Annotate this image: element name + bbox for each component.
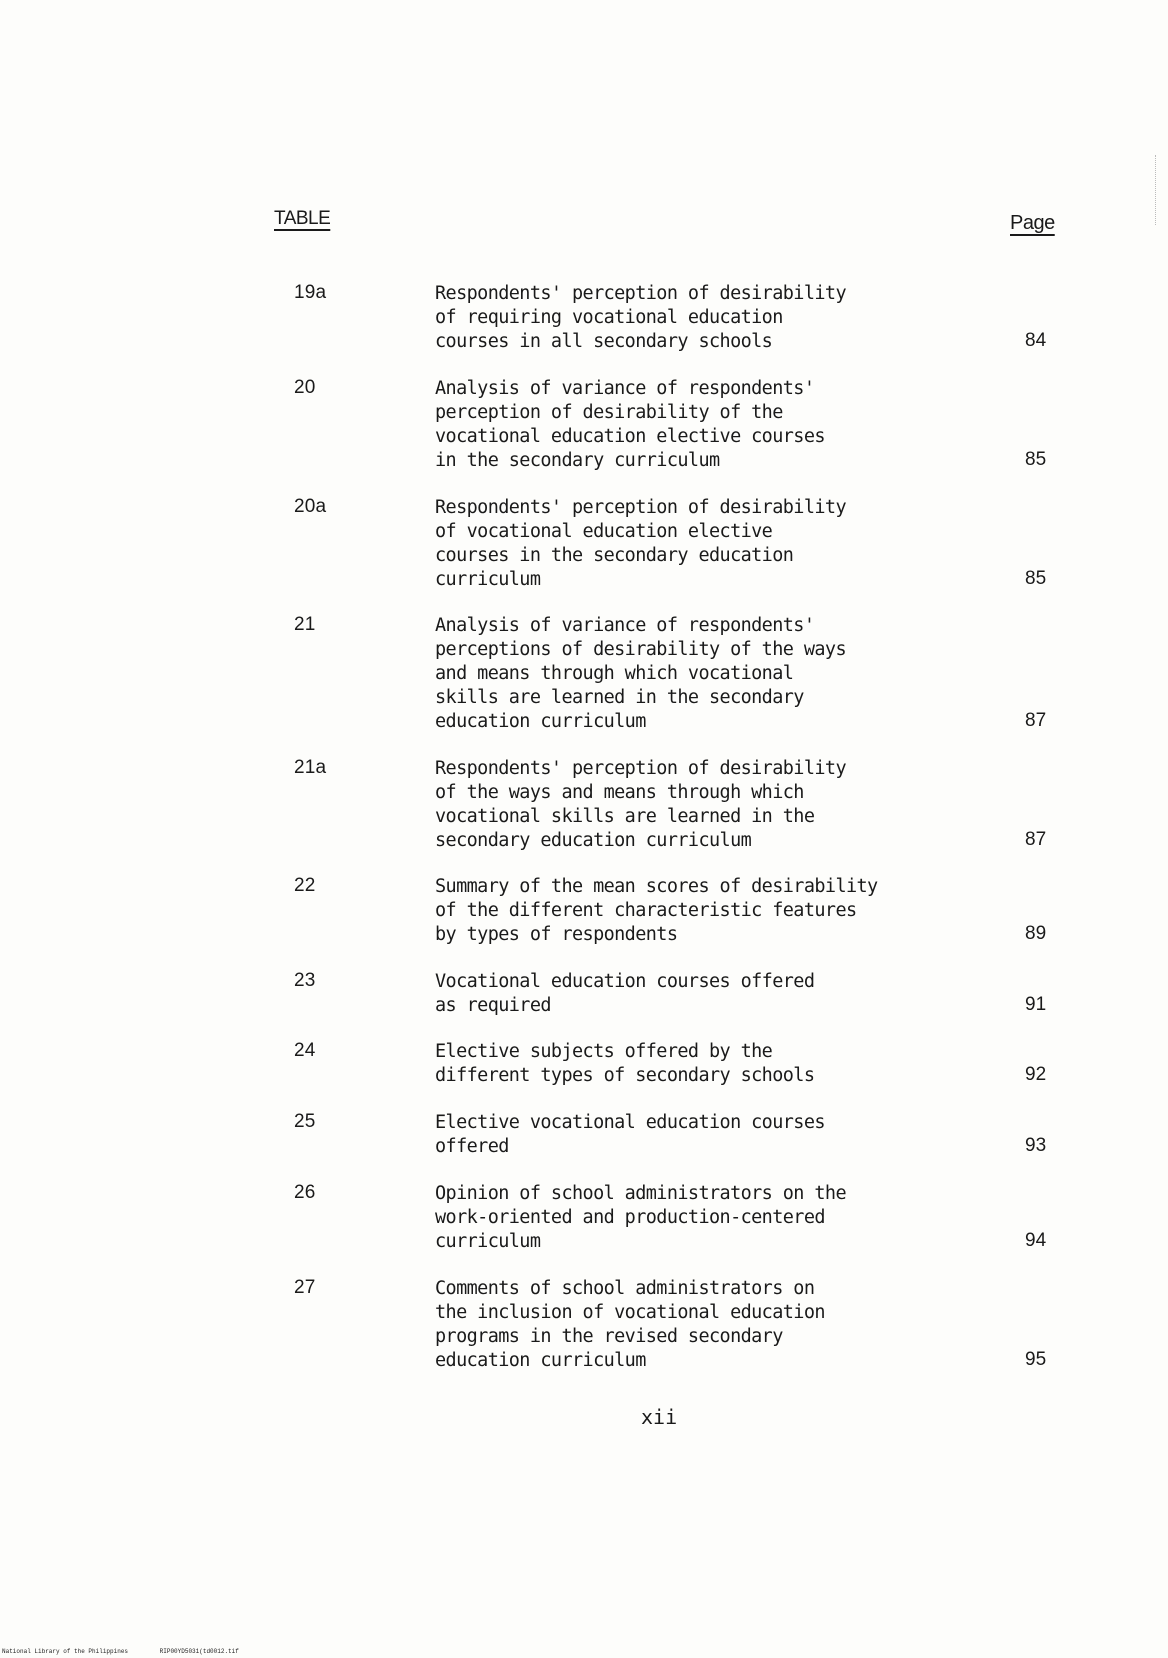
page-number: 93 <box>1025 1135 1047 1156</box>
table-number: 21a <box>294 757 327 778</box>
table-title-line: Elective vocational education courses <box>435 1112 825 1133</box>
table-title <box>435 496 955 592</box>
page-column-header: Page <box>1010 212 1055 234</box>
page-folio: xii <box>641 1405 678 1429</box>
table-title-line: work-oriented and production-centered <box>435 1207 825 1228</box>
table-title <box>435 970 955 1018</box>
scan-footer <box>2 1648 267 1655</box>
table-title-line: courses in the secondary education <box>435 545 794 566</box>
table-title-line: Respondents' perception of desirability <box>435 758 846 779</box>
table-number: 20a <box>294 496 327 517</box>
table-number: 25 <box>294 1111 316 1132</box>
table-title-line: in the secondary curriculum <box>435 450 720 471</box>
table-title-line: Summary of the mean scores of desirability <box>435 876 878 897</box>
table-title-line: as required <box>435 995 551 1016</box>
table-title-line: vocational education elective courses <box>435 426 825 447</box>
table-title-line: of vocational education elective <box>435 521 773 542</box>
table-column-header: TABLE <box>274 208 331 229</box>
table-title-line: curriculum <box>435 569 541 590</box>
table-title-line: skills are learned in the secondary <box>435 687 804 708</box>
table-title-line: of requiring vocational education <box>435 307 783 328</box>
table-title-line: secondary education curriculum <box>435 830 752 851</box>
table-number: 24 <box>294 1040 316 1061</box>
table-title-line: Analysis of variance of respondents' <box>435 615 815 636</box>
table-title-line: of the different characteristic features <box>435 900 857 921</box>
table-title-line: by types of respondents <box>435 924 678 945</box>
table-title <box>435 377 955 473</box>
table-title-line: Elective subjects offered by the <box>435 1041 773 1062</box>
table-number: 23 <box>294 970 316 991</box>
footer-file-id: RIP00YD5031(td0012.tif <box>159 1648 239 1655</box>
table-title-line: programs in the revised secondary <box>435 1326 783 1347</box>
table-title-line: the inclusion of vocational education <box>435 1302 825 1323</box>
table-title-line: Analysis of variance of respondents' <box>435 378 815 399</box>
table-title-line: education curriculum <box>435 711 646 732</box>
table-title <box>435 614 955 734</box>
table-title-line: perceptions of desirability of the ways <box>435 639 846 660</box>
page-number: 89 <box>1025 923 1047 944</box>
page-number: 87 <box>1025 829 1047 850</box>
table-title <box>435 757 955 853</box>
page-number: 94 <box>1025 1230 1047 1251</box>
table-title-line: curriculum <box>435 1231 541 1252</box>
table-title-line: Comments of school administrators on <box>435 1278 815 1299</box>
scan-margin-marks <box>1155 155 1159 225</box>
table-title <box>435 1040 955 1088</box>
table-number: 19a <box>294 282 327 303</box>
table-title-line: Vocational education courses offered <box>435 971 815 992</box>
page-number: 91 <box>1025 994 1047 1015</box>
table-title-line: courses in all secondary schools <box>435 331 773 352</box>
page-number: 85 <box>1025 449 1047 470</box>
table-title <box>435 1111 955 1159</box>
page-number: 85 <box>1025 568 1047 589</box>
table-number: 26 <box>294 1182 316 1203</box>
table-number: 22 <box>294 875 316 896</box>
table-number: 21 <box>294 614 316 635</box>
page-number: 92 <box>1025 1064 1047 1085</box>
page-number: 95 <box>1025 1349 1047 1370</box>
table-title <box>435 875 955 947</box>
page-number: 84 <box>1025 330 1047 351</box>
table-number: 27 <box>294 1277 316 1298</box>
table-title-line: offered <box>435 1136 509 1157</box>
table-title-line: of the ways and means through which <box>435 782 804 803</box>
table-number: 20 <box>294 377 316 398</box>
table-title <box>435 282 955 354</box>
footer-library: National Library of the Philippines <box>2 1648 129 1655</box>
table-title <box>435 1182 955 1254</box>
table-title-line: and means through which vocational <box>435 663 794 684</box>
table-title-line: different types of secondary schools <box>435 1065 815 1086</box>
table-title-line: perception of desirability of the <box>435 402 783 423</box>
table-title-line: Respondents' perception of desirability <box>435 497 846 518</box>
page-number: 87 <box>1025 710 1047 731</box>
table-title-line: vocational skills are learned in the <box>435 806 815 827</box>
table-title <box>435 1277 955 1373</box>
table-title-line: education curriculum <box>435 1350 646 1371</box>
table-title-line: Opinion of school administrators on the <box>435 1183 846 1204</box>
table-title-line: Respondents' perception of desirability <box>435 283 846 304</box>
